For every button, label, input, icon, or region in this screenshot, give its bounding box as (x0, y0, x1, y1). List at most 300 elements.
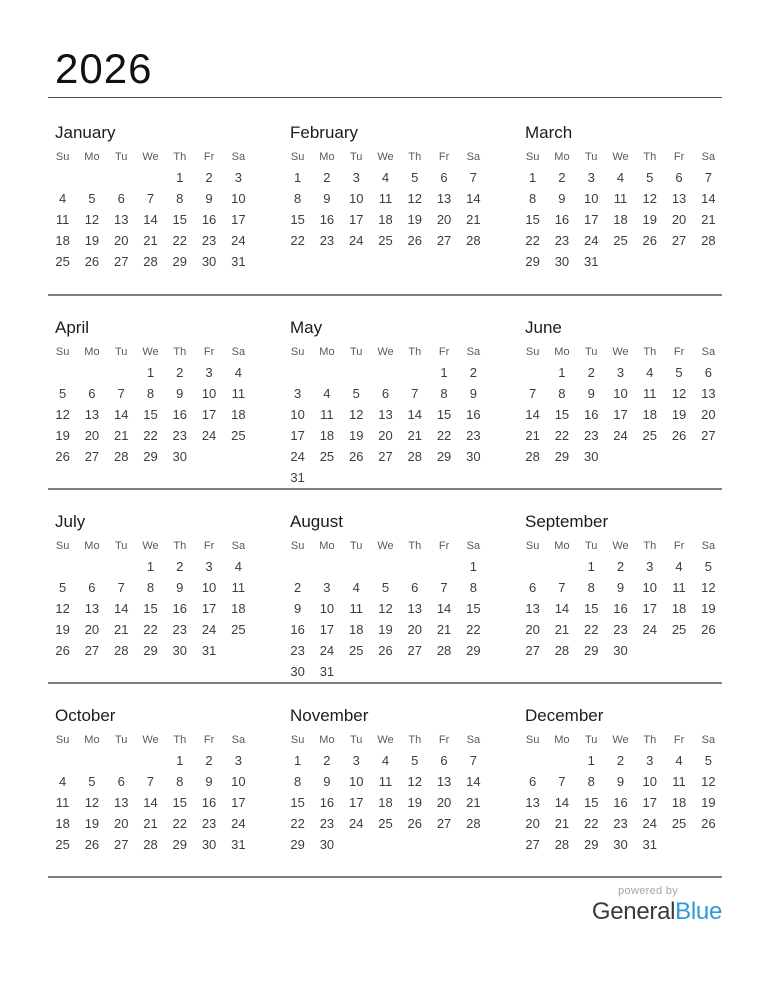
day-header: Fr (438, 540, 450, 553)
date-cell: 10 (348, 774, 364, 790)
empty-cell (694, 640, 723, 661)
day-header: Sa (701, 346, 716, 359)
date-cell: 8 (558, 386, 566, 402)
empty-cell (283, 362, 312, 383)
day-header: Su (525, 346, 540, 359)
date-cell: 7 (469, 753, 477, 769)
date-cell: 29 (143, 449, 158, 465)
day-header: Mo (319, 540, 335, 553)
week-row (518, 251, 723, 272)
date-cell: 19 (407, 212, 422, 228)
day-header: Mo (554, 540, 570, 553)
date-cell: 15 (583, 795, 599, 811)
empty-cell (48, 167, 77, 188)
date-cell: 1 (146, 559, 155, 575)
date-cell: 3 (294, 386, 302, 402)
date-cell: 23 (583, 428, 599, 444)
date-cell: 3 (352, 170, 360, 186)
month-block (518, 318, 723, 488)
day-header: Su (525, 734, 540, 747)
empty-cell (107, 362, 136, 383)
day-header: Tu (349, 346, 363, 359)
week-row (283, 661, 488, 682)
date-cell: 28 (466, 816, 481, 832)
date-cell: 26 (55, 643, 70, 659)
date-cell: 26 (407, 816, 422, 832)
date-cell: 14 (143, 212, 158, 228)
month-table (283, 536, 488, 682)
date-cell: 7 (117, 386, 125, 402)
date-cell: 5 (381, 580, 390, 596)
empty-cell (459, 661, 488, 682)
date-cell: 6 (117, 191, 125, 207)
empty-cell (194, 446, 223, 467)
date-cell: 11 (672, 580, 686, 596)
date-cell: 30 (201, 254, 217, 270)
day-header: Th (173, 151, 187, 164)
date-cell: 12 (55, 601, 70, 617)
date-cell: 11 (55, 212, 70, 228)
month-title: July (55, 512, 86, 532)
date-cell: 1 (294, 753, 302, 769)
day-header: We (377, 734, 394, 747)
date-cell: 19 (378, 622, 393, 638)
empty-cell (77, 167, 106, 188)
day-header: Tu (349, 540, 363, 553)
day-header: We (612, 346, 629, 359)
day-header: Tu (114, 346, 128, 359)
month-title: December (525, 706, 604, 726)
date-cell: 2 (205, 170, 213, 186)
month-title: August (290, 512, 343, 532)
date-cell: 26 (671, 428, 687, 444)
date-cell: 18 (378, 212, 393, 228)
date-cell: 14 (701, 191, 716, 207)
day-header: Fr (203, 734, 215, 747)
day-header: Sa (231, 151, 246, 164)
date-cell: 15 (436, 407, 452, 423)
month-block (518, 512, 723, 682)
date-cell: 21 (143, 816, 158, 832)
day-header: Fr (673, 346, 685, 359)
day-header: Th (408, 734, 422, 747)
empty-cell (224, 640, 253, 661)
day-header: Sa (466, 734, 481, 747)
date-cell: 16 (554, 212, 570, 228)
date-cell: 18 (55, 816, 70, 832)
month-table (283, 147, 488, 251)
date-cell: 9 (469, 386, 477, 402)
date-cell: 15 (143, 407, 158, 423)
date-cell: 16 (172, 601, 187, 617)
date-cell: 21 (701, 212, 716, 228)
date-cell: 20 (671, 212, 687, 228)
week-row (48, 598, 253, 619)
date-cell: 6 (704, 365, 712, 381)
date-cell: 8 (469, 580, 477, 596)
date-cell: 10 (613, 386, 628, 402)
date-cell: 13 (113, 212, 129, 228)
date-cell: 15 (143, 601, 158, 617)
brand-footer (48, 885, 722, 925)
date-cell: 8 (529, 191, 537, 207)
empty-cell (400, 661, 429, 682)
months-grid (48, 98, 722, 878)
date-cell: 4 (616, 170, 625, 186)
date-cell: 10 (231, 191, 246, 207)
date-cell: 15 (554, 407, 570, 423)
date-cell: 24 (231, 233, 246, 249)
date-cell: 17 (201, 407, 217, 423)
date-cell: 3 (587, 170, 595, 186)
date-cell: 22 (466, 622, 481, 638)
day-header: Sa (466, 540, 481, 553)
day-header: Fr (203, 346, 215, 359)
date-cell: 4 (646, 365, 654, 381)
date-cell: 7 (146, 774, 155, 790)
date-cell: 5 (704, 753, 712, 769)
week-row (283, 556, 488, 577)
month-block (283, 512, 488, 682)
empty-cell (342, 834, 371, 855)
empty-cell (77, 362, 106, 383)
date-cell: 6 (88, 580, 96, 596)
date-cell: 11 (672, 774, 686, 790)
date-cell: 8 (176, 191, 184, 207)
date-cell: 7 (440, 580, 448, 596)
date-cell: 13 (671, 191, 687, 207)
date-cell: 27 (525, 643, 540, 659)
date-cell: 30 (613, 837, 628, 853)
empty-cell (664, 251, 693, 272)
date-cell: 12 (84, 795, 100, 811)
day-header-row (48, 730, 253, 750)
week-row (48, 383, 253, 404)
day-header: Su (290, 540, 305, 553)
week-row (283, 188, 488, 209)
date-cell: 26 (55, 449, 70, 465)
week-row (48, 640, 253, 661)
week-row (283, 598, 488, 619)
day-header: Th (643, 540, 657, 553)
date-cell: 10 (290, 407, 305, 423)
date-cell: 31 (583, 254, 599, 270)
date-cell: 15 (290, 795, 305, 811)
day-header: Mo (319, 151, 335, 164)
empty-cell (635, 446, 664, 467)
empty-cell (400, 467, 429, 488)
date-cell: 27 (84, 449, 100, 465)
date-cell: 2 (323, 170, 331, 186)
date-cell: 9 (587, 386, 595, 402)
day-header: Fr (673, 540, 685, 553)
date-cell: 3 (205, 365, 213, 381)
date-cell: 13 (407, 601, 422, 617)
date-cell: 25 (55, 837, 70, 853)
date-cell: 4 (381, 753, 390, 769)
date-cell: 8 (440, 386, 448, 402)
date-cell: 10 (231, 774, 246, 790)
date-cell: 23 (466, 428, 481, 444)
empty-cell (429, 661, 458, 682)
week-row (518, 209, 723, 230)
date-cell: 29 (290, 837, 305, 853)
date-cell: 21 (525, 428, 540, 444)
week-row (283, 425, 488, 446)
week-row (283, 813, 488, 834)
date-cell: 20 (436, 212, 452, 228)
date-cell: 31 (642, 837, 657, 853)
month-block (48, 512, 253, 682)
date-cell: 16 (613, 795, 628, 811)
date-cell: 29 (436, 449, 452, 465)
week-row (518, 750, 723, 771)
day-header: Sa (466, 346, 481, 359)
date-cell: 5 (352, 386, 360, 402)
date-cell: 28 (466, 233, 481, 249)
date-cell: 5 (411, 753, 419, 769)
date-cell: 4 (59, 191, 67, 207)
date-cell: 24 (231, 816, 246, 832)
date-cell: 8 (176, 774, 184, 790)
empty-cell (371, 362, 400, 383)
date-cell: 28 (554, 837, 570, 853)
date-cell: 8 (294, 774, 302, 790)
date-cell: 6 (440, 170, 448, 186)
date-cell: 9 (294, 601, 302, 617)
empty-cell (342, 661, 371, 682)
day-header: Fr (438, 346, 450, 359)
generalblue-logo[interactable] (592, 898, 722, 925)
date-cell: 25 (613, 233, 628, 249)
date-cell: 10 (348, 191, 364, 207)
date-cell: 23 (290, 643, 305, 659)
date-cell: 3 (352, 753, 360, 769)
day-header: Sa (231, 540, 246, 553)
powered-by-label: powered by (618, 885, 678, 898)
empty-cell (342, 362, 371, 383)
week-row (283, 792, 488, 813)
date-cell: 30 (583, 449, 599, 465)
date-cell: 26 (642, 233, 657, 249)
week-row (48, 188, 253, 209)
week-row (48, 209, 253, 230)
date-cell: 1 (146, 365, 155, 381)
date-cell: 7 (558, 774, 566, 790)
month-block (48, 318, 253, 488)
empty-cell (136, 750, 165, 771)
day-header-row (283, 147, 488, 167)
day-header: Sa (701, 151, 716, 164)
empty-cell (635, 640, 664, 661)
day-header: Tu (114, 151, 128, 164)
empty-cell (694, 446, 723, 467)
day-header: Tu (584, 540, 598, 553)
day-header: Th (173, 540, 187, 553)
date-cell: 20 (701, 407, 716, 423)
empty-cell (371, 556, 400, 577)
date-cell: 16 (319, 212, 335, 228)
date-cell: 17 (642, 601, 657, 617)
empty-cell (664, 446, 693, 467)
date-cell: 9 (205, 191, 213, 207)
week-row (283, 383, 488, 404)
date-cell: 1 (587, 753, 595, 769)
day-header-row (518, 147, 723, 167)
date-cell: 19 (642, 212, 657, 228)
date-cell: 29 (554, 449, 570, 465)
date-cell: 26 (701, 816, 716, 832)
date-cell: 12 (642, 191, 657, 207)
date-cell: 12 (84, 212, 100, 228)
day-header-row (48, 342, 253, 362)
day-header: Tu (114, 540, 128, 553)
date-cell: 24 (201, 622, 217, 638)
date-cell: 2 (558, 170, 566, 186)
day-header: Sa (701, 540, 716, 553)
date-cell: 23 (201, 233, 217, 249)
date-cell: 14 (466, 774, 481, 790)
date-cell: 11 (231, 386, 246, 402)
day-header: Su (55, 346, 70, 359)
date-cell: 11 (643, 386, 657, 402)
date-cell: 13 (436, 191, 452, 207)
week-row (283, 771, 488, 792)
day-header: Tu (584, 734, 598, 747)
date-cell: 25 (378, 816, 393, 832)
day-header: Fr (673, 734, 685, 747)
date-cell: 27 (84, 643, 100, 659)
page-title: 2026 (55, 45, 153, 92)
week-row (518, 404, 723, 425)
day-header: We (612, 151, 629, 164)
day-header-row (283, 730, 488, 750)
week-row (518, 813, 723, 834)
date-cell: 21 (113, 622, 129, 638)
date-cell: 3 (323, 580, 331, 596)
date-cell: 6 (88, 386, 96, 402)
date-cell: 24 (290, 449, 305, 465)
week-row (518, 383, 723, 404)
empty-cell (283, 556, 312, 577)
date-cell: 17 (348, 212, 364, 228)
date-cell: 3 (234, 170, 242, 186)
brand-accent-text: Blue (675, 898, 722, 926)
week-row (283, 577, 488, 598)
date-cell: 30 (290, 664, 305, 680)
week-row (48, 404, 253, 425)
empty-cell (136, 167, 165, 188)
month-title: September (525, 512, 609, 532)
brand-primary-text: General (591, 898, 676, 926)
date-cell: 20 (378, 428, 393, 444)
day-header: Su (290, 151, 305, 164)
date-cell: 5 (646, 170, 654, 186)
date-cell: 26 (378, 643, 393, 659)
date-cell: 14 (466, 191, 481, 207)
day-header: Th (643, 734, 657, 747)
date-cell: 19 (84, 233, 100, 249)
date-cell: 6 (529, 580, 537, 596)
day-header: Tu (349, 734, 363, 747)
date-cell: 23 (554, 233, 570, 249)
date-cell: 21 (407, 428, 422, 444)
date-cell: 1 (558, 365, 566, 381)
date-cell: 8 (587, 580, 595, 596)
date-cell: 9 (176, 580, 184, 596)
date-cell: 30 (554, 254, 570, 270)
date-cell: 28 (436, 643, 452, 659)
empty-cell (694, 251, 723, 272)
date-cell: 4 (381, 170, 390, 186)
date-cell: 18 (231, 601, 246, 617)
month-table (518, 147, 723, 272)
date-cell: 17 (613, 407, 628, 423)
date-cell: 5 (704, 559, 712, 575)
date-cell: 15 (172, 795, 187, 811)
empty-cell (107, 556, 136, 577)
empty-cell (342, 556, 371, 577)
date-cell: 4 (352, 580, 360, 596)
date-cell: 17 (348, 795, 364, 811)
week-row (48, 577, 253, 598)
date-cell: 29 (583, 837, 599, 853)
month-table (48, 342, 253, 467)
date-cell: 2 (616, 753, 625, 769)
date-cell: 1 (176, 170, 184, 186)
date-cell: 21 (436, 622, 452, 638)
date-cell: 27 (436, 816, 452, 832)
date-cell: 2 (294, 580, 302, 596)
empty-cell (429, 467, 458, 488)
date-cell: 14 (113, 407, 129, 423)
date-cell: 22 (290, 233, 305, 249)
day-header: Su (290, 734, 305, 747)
day-header: Sa (231, 734, 246, 747)
day-header: Mo (84, 734, 100, 747)
month-title: January (55, 123, 116, 143)
date-cell: 31 (290, 470, 305, 486)
date-cell: 27 (407, 643, 422, 659)
empty-cell (107, 167, 136, 188)
date-cell: 3 (616, 365, 625, 381)
date-cell: 28 (113, 643, 129, 659)
empty-cell (48, 362, 77, 383)
date-cell: 31 (319, 664, 335, 680)
date-cell: 14 (407, 407, 422, 423)
date-cell: 14 (436, 601, 452, 617)
day-header: Mo (554, 151, 570, 164)
date-cell: 31 (231, 837, 246, 853)
date-cell: 30 (319, 837, 335, 853)
date-cell: 26 (84, 837, 100, 853)
date-cell: 7 (529, 386, 537, 402)
week-row (48, 750, 253, 771)
date-cell: 23 (319, 233, 335, 249)
date-cell: 5 (411, 170, 419, 186)
date-cell: 9 (176, 386, 184, 402)
empty-cell (459, 467, 488, 488)
date-cell: 9 (616, 774, 625, 790)
date-cell: 12 (701, 580, 716, 596)
day-header: Su (525, 151, 540, 164)
empty-cell (606, 251, 635, 272)
day-header: Fr (203, 151, 215, 164)
date-cell: 13 (378, 407, 393, 423)
day-header: Th (408, 346, 422, 359)
date-cell: 13 (525, 601, 540, 617)
day-header: Fr (438, 734, 450, 747)
